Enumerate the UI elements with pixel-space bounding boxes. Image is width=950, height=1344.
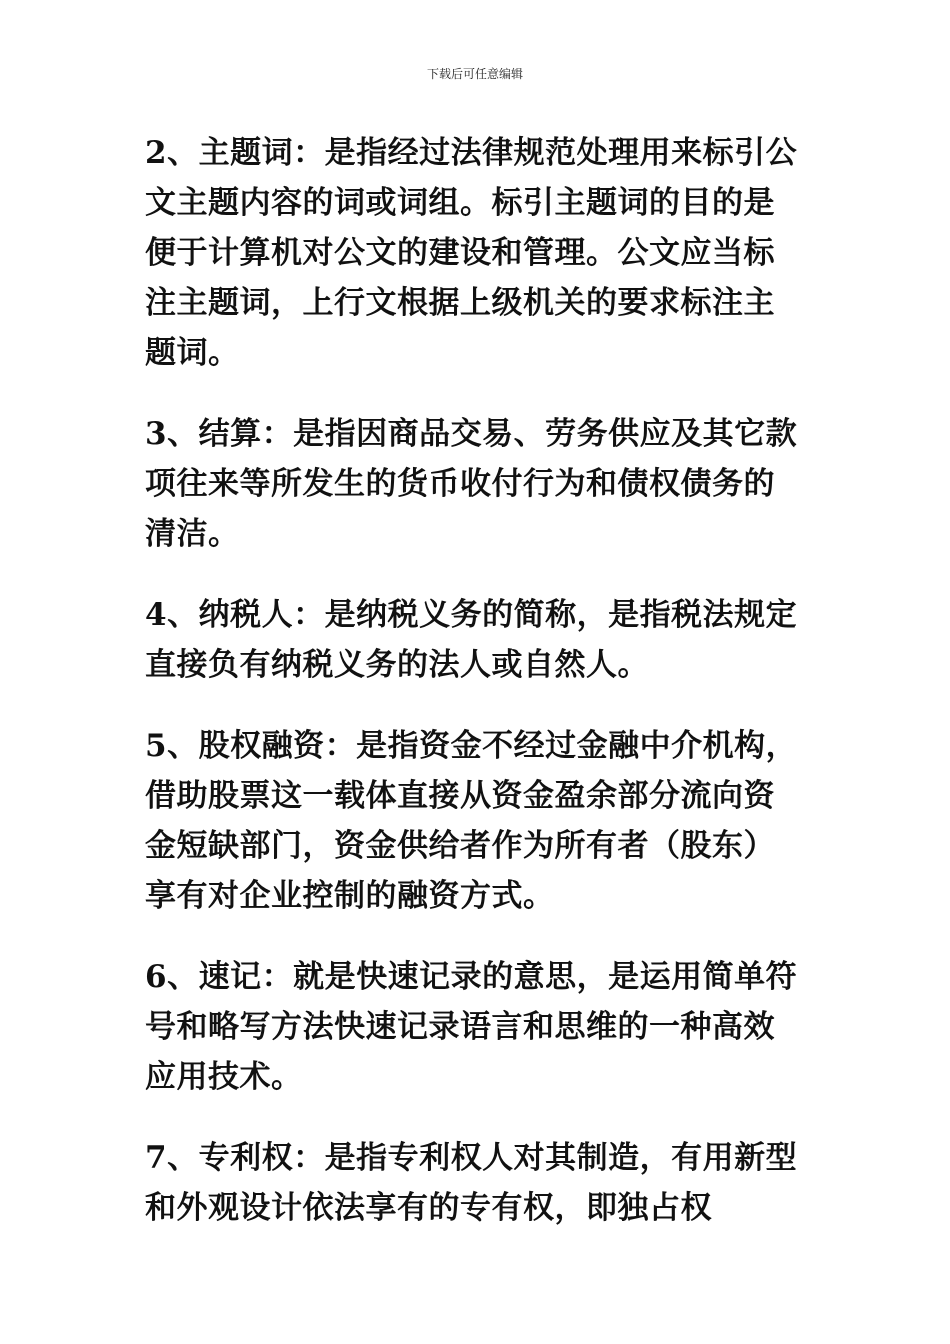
text-line: 直接负有纳税义务的法人或自然人。 bbox=[145, 647, 649, 683]
paragraph-term-2 bbox=[145, 128, 805, 378]
text-line: 5、股权融资：是指资金不经过金融中介机构， bbox=[145, 728, 798, 764]
text-line: 享有对企业控制的融资方式。 bbox=[145, 878, 555, 914]
text-line: 项往来等所发生的货币收付行为和债权债务的 bbox=[145, 466, 775, 502]
text-line: 应用技术。 bbox=[145, 1059, 303, 1095]
text-line: 7、专利权：是指专利权人对其制造，有用新型 bbox=[145, 1140, 798, 1176]
text-line: 2、主题词：是指经过法律规范处理用来标引公 bbox=[145, 135, 798, 171]
text-line: 4、纳税人：是纳税义务的简称，是指税法规定 bbox=[145, 597, 798, 633]
text-line: 6、速记：就是快速记录的意思，是运用简单符 bbox=[145, 959, 798, 995]
text-line: 题词。 bbox=[145, 335, 240, 371]
text-line: 文主题内容的词或词组。标引主题词的目的是 bbox=[145, 185, 775, 221]
document-body bbox=[145, 128, 805, 1264]
paragraph-term-5 bbox=[145, 721, 805, 921]
page-header: 下载后可任意编辑 bbox=[426, 67, 523, 81]
paragraph-term-4 bbox=[145, 590, 805, 690]
text-line: 便于计算机对公文的建设和管理。公文应当标 bbox=[145, 235, 775, 271]
text-line: 号和略写方法快速记录语言和思维的一种高效 bbox=[145, 1009, 775, 1045]
text-line: 借助股票这一载体直接从资金盈余部分流向资 bbox=[145, 778, 775, 814]
text-line: 清洁。 bbox=[145, 516, 240, 552]
text-line: 金短缺部门，资金供给者作为所有者（股东） bbox=[145, 828, 775, 864]
paragraph-term-7 bbox=[145, 1133, 805, 1233]
text-line: 注主题词，上行文根据上级机关的要求标注主 bbox=[145, 285, 775, 321]
text-line: 3、结算：是指因商品交易、劳务供应及其它款 bbox=[145, 416, 798, 452]
text-line: 和外观设计依法享有的专有权，即独占权 bbox=[145, 1190, 712, 1226]
paragraph-term-6 bbox=[145, 952, 805, 1102]
paragraph-term-3 bbox=[145, 409, 805, 559]
